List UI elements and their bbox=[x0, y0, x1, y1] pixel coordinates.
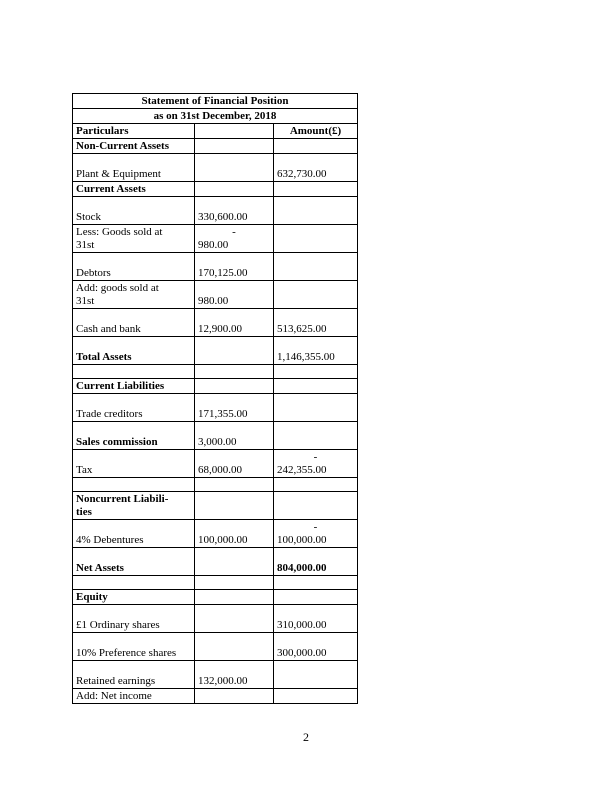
retained-earnings-label: Retained earnings bbox=[73, 661, 195, 689]
table-row bbox=[73, 548, 358, 576]
current-assets-heading: Current Assets bbox=[73, 182, 195, 197]
sales-commission-label: Sales commission bbox=[73, 422, 195, 450]
stock-value: 330,600.00 bbox=[195, 197, 274, 225]
table-row bbox=[73, 379, 358, 394]
less-goods-label: Less: Goods sold at 31st bbox=[73, 225, 195, 253]
stock-label: Stock bbox=[73, 197, 195, 225]
total-assets-amount: 1,146,355.00 bbox=[274, 337, 358, 365]
sales-commission-value: 3,000.00 bbox=[195, 422, 274, 450]
table-row bbox=[73, 605, 358, 633]
table-row bbox=[73, 225, 358, 253]
tax-amount: - 242,355.00 bbox=[274, 450, 358, 478]
preference-shares-amount: 300,000.00 bbox=[274, 633, 358, 661]
table-row bbox=[73, 576, 358, 590]
debtors-value: 170,125.00 bbox=[195, 253, 274, 281]
debentures-value: 100,000.00 bbox=[195, 520, 274, 548]
header-particulars: Particulars bbox=[73, 124, 195, 139]
table-row bbox=[73, 520, 358, 548]
statement-title: Statement of Financial Position bbox=[73, 94, 358, 109]
current-liabilities-heading: Current Liabilities bbox=[73, 379, 195, 394]
trade-creditors-label: Trade creditors bbox=[73, 394, 195, 422]
table-row bbox=[73, 590, 358, 605]
total-assets-label: Total Assets bbox=[73, 337, 195, 365]
table-row bbox=[73, 394, 358, 422]
add-goods-label: Add: goods sold at 31st bbox=[73, 281, 195, 309]
plant-amount: 632,730.00 bbox=[274, 154, 358, 182]
trade-creditors-value: 171,355.00 bbox=[195, 394, 274, 422]
plant-label: Plant & Equipment bbox=[73, 154, 195, 182]
ordinary-shares-label: £1 Ordinary shares bbox=[73, 605, 195, 633]
subtitle-row bbox=[73, 109, 358, 124]
header-row bbox=[73, 124, 358, 139]
equity-heading: Equity bbox=[73, 590, 195, 605]
table-row bbox=[73, 689, 358, 704]
debtors-label: Debtors bbox=[73, 253, 195, 281]
table-row bbox=[73, 182, 358, 197]
financial-position-table bbox=[72, 93, 358, 704]
net-income-label: Add: Net income bbox=[73, 689, 195, 704]
statement-subtitle: as on 31st December, 2018 bbox=[73, 109, 358, 124]
table-row bbox=[73, 661, 358, 689]
preference-shares-label: 10% Preference shares bbox=[73, 633, 195, 661]
cash-amount: 513,625.00 bbox=[274, 309, 358, 337]
net-assets-label: Net Assets bbox=[73, 548, 195, 576]
table-row bbox=[73, 450, 358, 478]
add-goods-value: 980.00 bbox=[195, 281, 274, 309]
retained-earnings-value: 132,000.00 bbox=[195, 661, 274, 689]
page-number: 2 bbox=[303, 730, 309, 744]
debentures-label: 4% Debentures bbox=[73, 520, 195, 548]
table-row bbox=[73, 309, 358, 337]
cash-label: Cash and bank bbox=[73, 309, 195, 337]
tax-value: 68,000.00 bbox=[195, 450, 274, 478]
table-row bbox=[73, 337, 358, 365]
less-goods-value: - 980.00 bbox=[195, 225, 274, 253]
table-row bbox=[73, 492, 358, 520]
table-row bbox=[73, 154, 358, 182]
table-row bbox=[73, 365, 358, 379]
header-amount: Amount(£) bbox=[274, 124, 358, 139]
net-assets-amount: 804,000.00 bbox=[274, 548, 358, 576]
table-row bbox=[73, 197, 358, 225]
debentures-amount: - 100,000.00 bbox=[274, 520, 358, 548]
table-row bbox=[73, 139, 358, 154]
non-current-assets-heading: Non-Current Assets bbox=[73, 139, 195, 154]
table-row bbox=[73, 422, 358, 450]
title-row bbox=[73, 94, 358, 109]
tax-label: Tax bbox=[73, 450, 195, 478]
cash-value: 12,900.00 bbox=[195, 309, 274, 337]
table-row bbox=[73, 281, 358, 309]
table-row bbox=[73, 478, 358, 492]
ordinary-shares-amount: 310,000.00 bbox=[274, 605, 358, 633]
table-row bbox=[73, 253, 358, 281]
table-row bbox=[73, 633, 358, 661]
noncurrent-liabilities-heading: Noncurrent Liabili- ties bbox=[73, 492, 195, 520]
